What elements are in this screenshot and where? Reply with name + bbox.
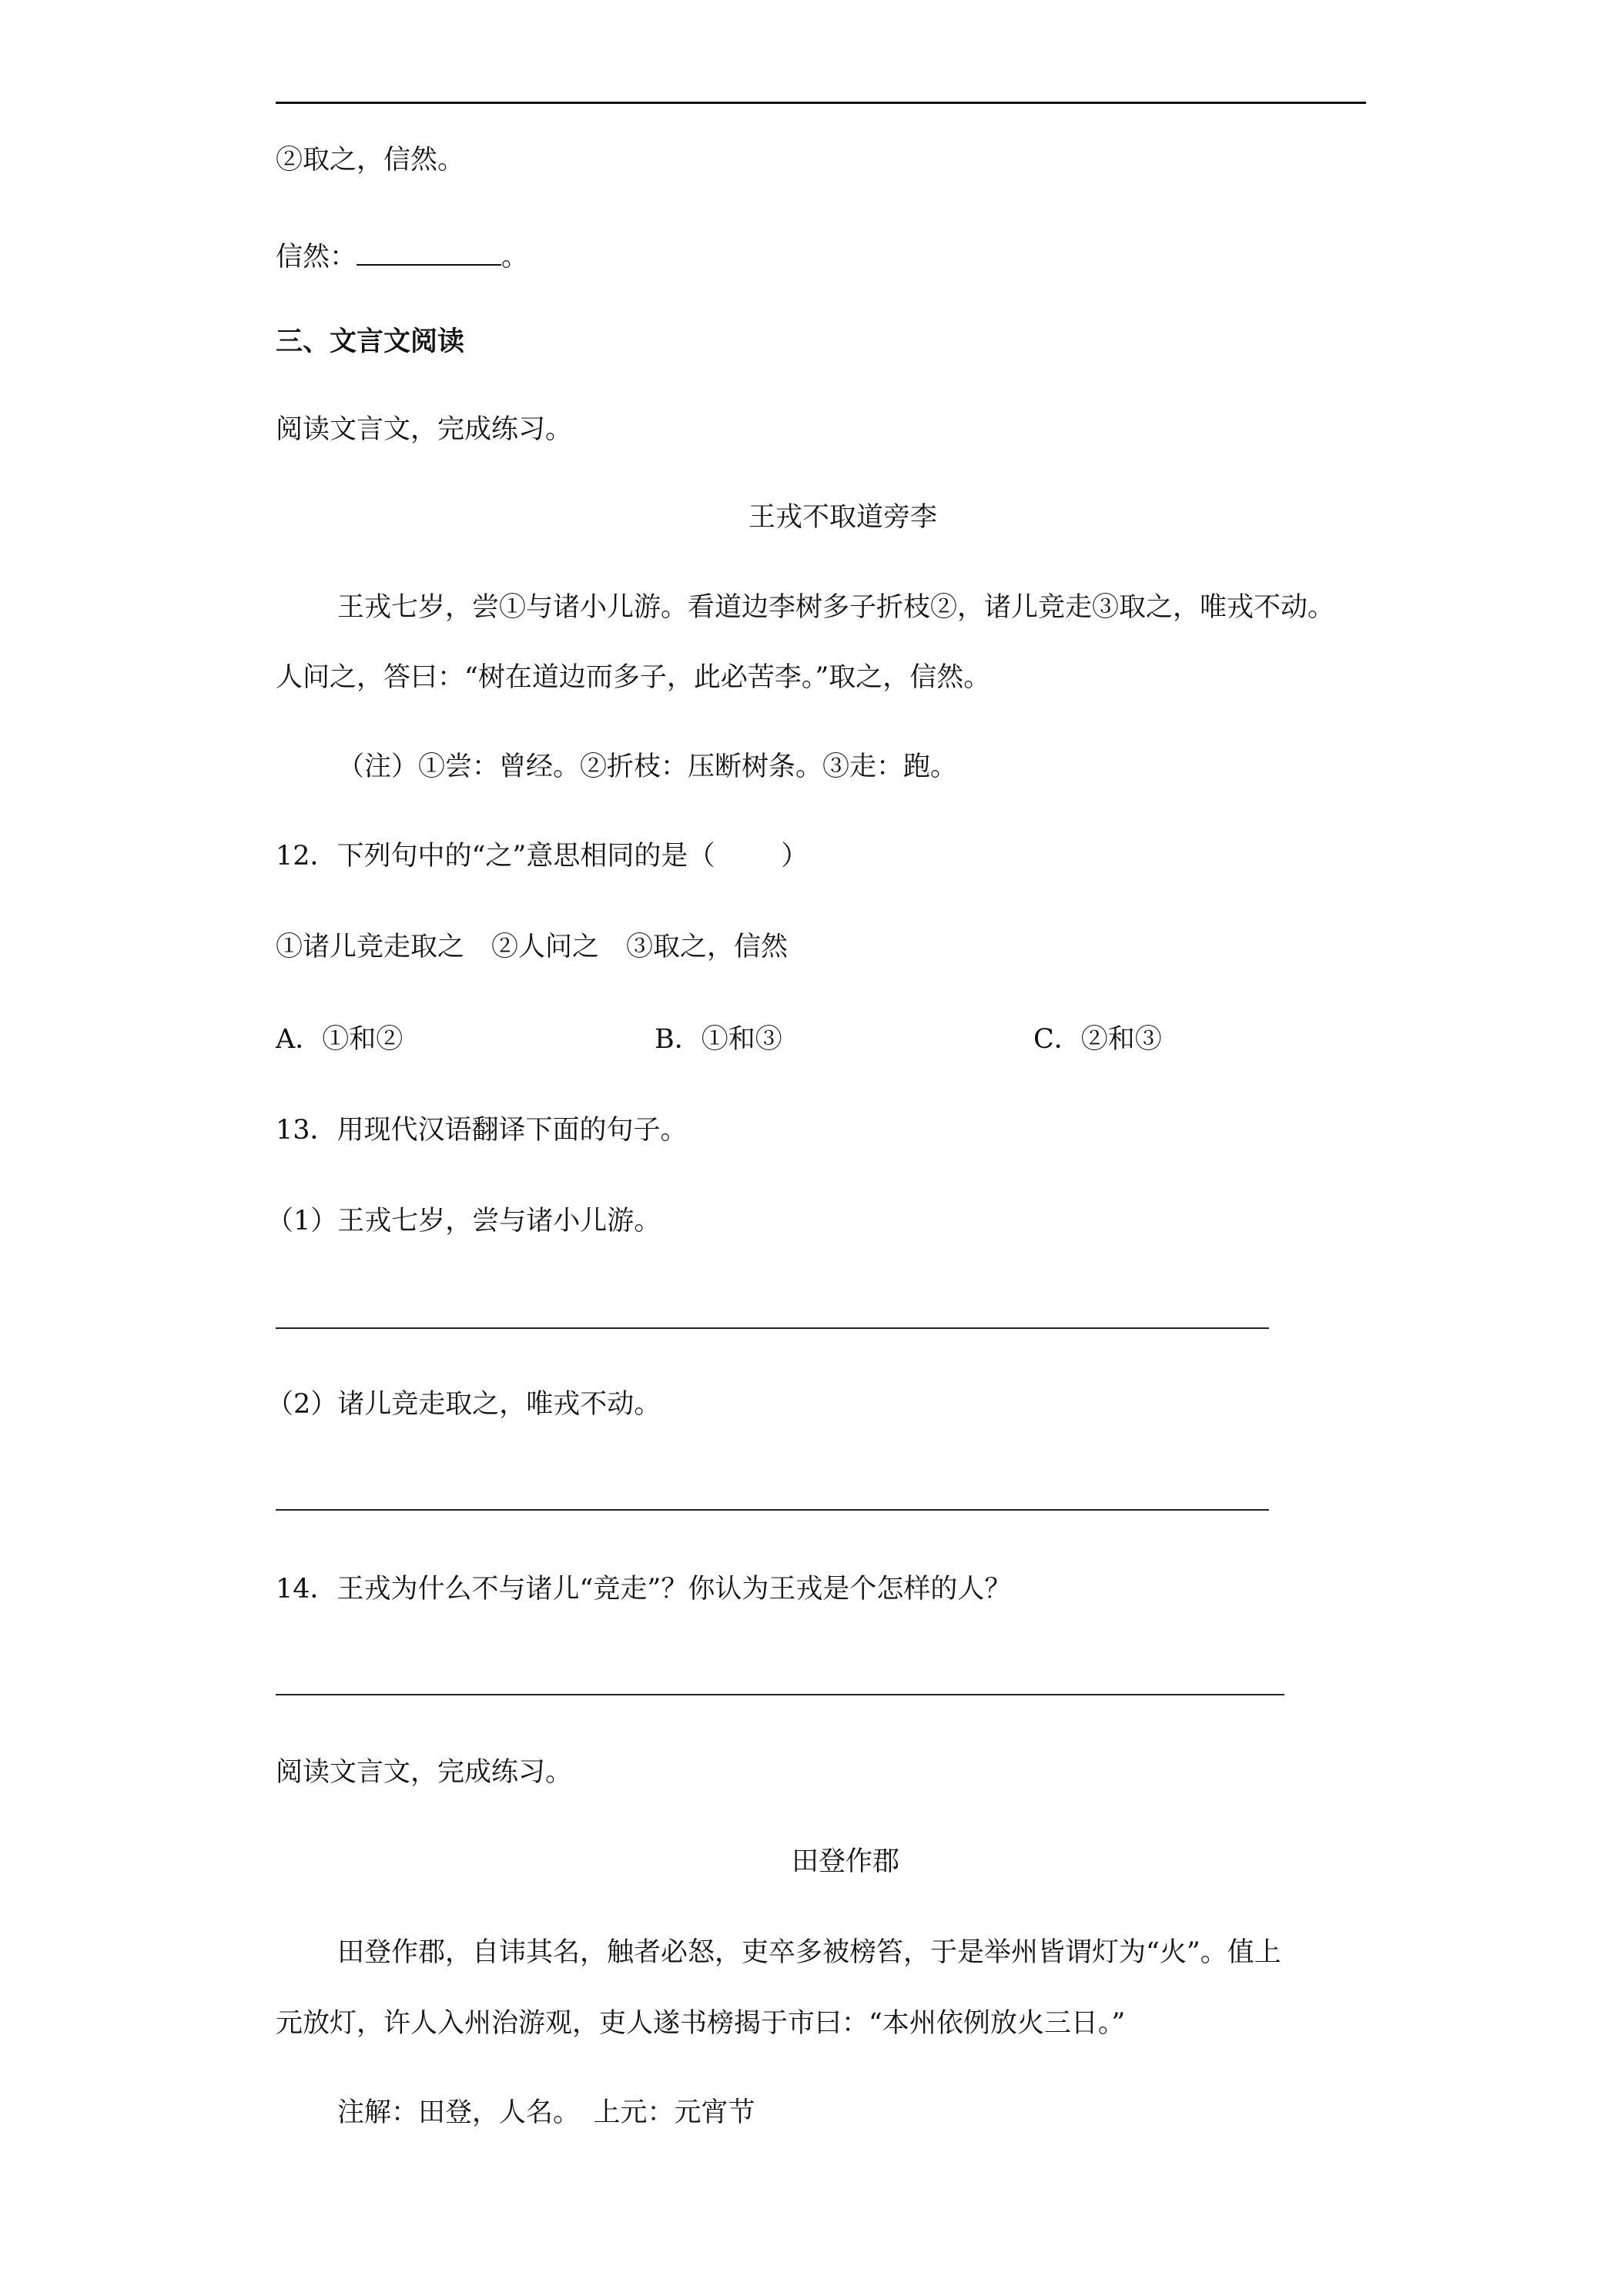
answer-line-14[interactable] [276,1694,1284,1695]
passage-title-1: 王戎不取道旁李 [748,502,938,533]
prev-question-line: ②取之，信然。 [276,145,465,176]
fill-blank[interactable] [357,241,501,266]
question-13-1: （1）王戎七岁，尝与诸小儿游。 [266,1206,661,1237]
prev-answer-line: 信然： 。 [276,242,529,273]
option-a[interactable]: A．①和② [276,1024,403,1055]
answer-line-13-2[interactable] [276,1509,1269,1511]
passage-1-line-1: 王戎七岁，尝①与诸小儿游。看道边李树多子折枝②，诸儿竞走③取之，唯戎不动。 [337,592,1335,623]
passage-1-line-2: 人问之，答曰：“树在道边而多子，此必苦李。”取之，信然。 [276,662,991,693]
label-xinran: 信然： [276,242,357,273]
question-12: 12．下列句中的“之”意思相同的是（ ） [276,841,809,872]
reading-instruction-1: 阅读文言文，完成练习。 [276,414,573,445]
answer-line-13-1[interactable] [276,1327,1269,1329]
question-13: 13．用现代汉语翻译下面的句子。 [276,1115,688,1146]
question-13-2: （2）诸儿竞走取之，唯戎不动。 [266,1389,661,1420]
passage-2-line-1: 田登作郡，自讳其名，触者必怒，吏卒多被榜笞，于是举州皆谓灯为“火”。值上 [337,1937,1281,1968]
option-c[interactable]: C．②和③ [1033,1024,1162,1055]
question-12-items: ①诸儿竞走取之 ②人问之 ③取之，信然 [276,932,789,962]
passage-1-note: （注）①尝：曾经。②折枝：压断树条。③走：跑。 [337,751,958,782]
option-b[interactable]: B．①和③ [655,1024,782,1055]
reading-instruction-2: 阅读文言文，完成练习。 [276,1757,573,1788]
passage-title-2: 田登作郡 [792,1846,900,1877]
section-heading: 三、文言文阅读 [276,326,465,357]
question-14: 14．王戎为什么不与诸儿“竞走”？你认为王戎是个怎样的人？ [276,1574,1012,1605]
passage-2-note: 注解：田登，人名。 上元：元宵节 [337,2097,755,2128]
passage-2-line-2: 元放灯，许人入州治游观，吏人遂书榜揭于市曰：“本州依例放火三日。” [276,2008,1126,2039]
top-rule [276,102,1366,104]
